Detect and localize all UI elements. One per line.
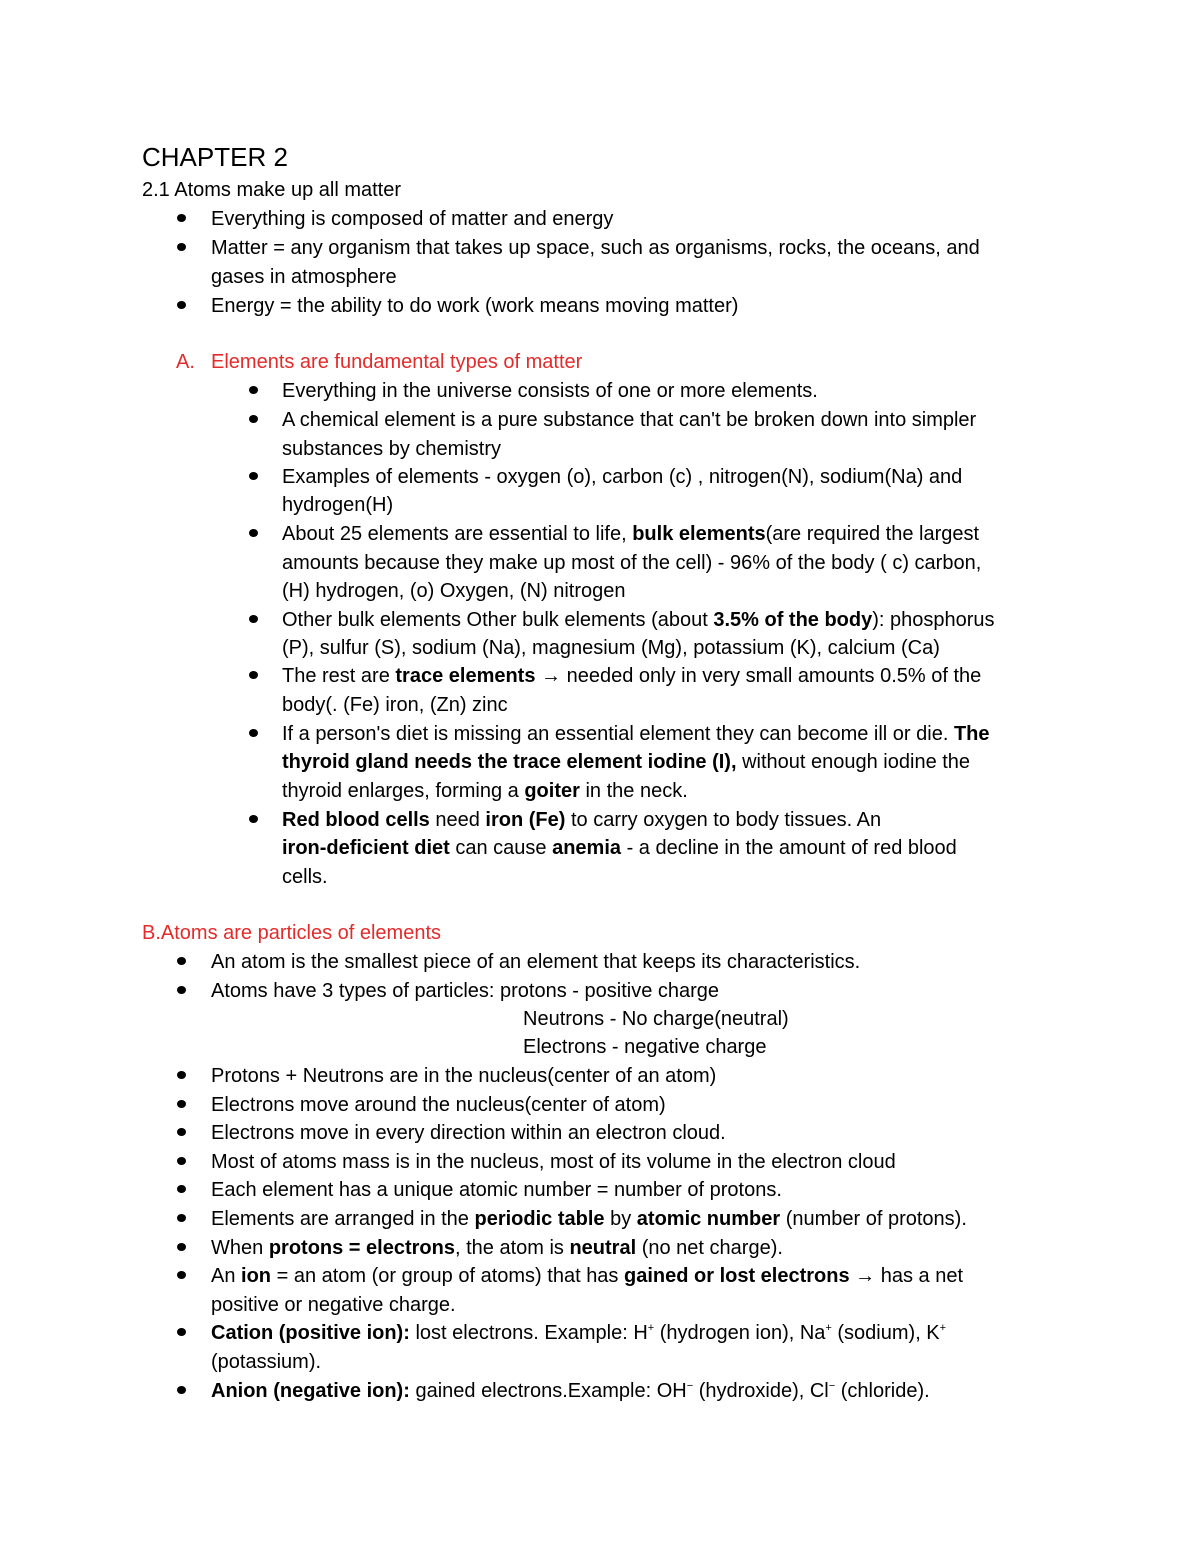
- bullet-text: Electrons move around the nucleus(center of atom): [211, 1094, 666, 1116]
- bullet-icon: [177, 1214, 186, 1222]
- bullet-text-continued: body(. (Fe) iron, (Zn) zinc: [282, 694, 508, 716]
- bullet-icon: [249, 529, 258, 537]
- bullet-icon: [249, 472, 258, 480]
- bold-term: neutral: [569, 1237, 637, 1259]
- bullet-text-continued: amounts because they make up most of the cell) - 96% of the body ( c) carbon,: [282, 552, 982, 574]
- bold-term: gained or lost electrons: [624, 1265, 850, 1287]
- bullet-text-continued: thyroid enlarges, forming a goiter in the neck.: [282, 780, 688, 802]
- bullet-text: A chemical element is a pure substance that can't be broken down into simpler: [282, 409, 977, 431]
- bullet-text-continued: thyroid gland needs the trace element iodine (I), without enough iodine the: [282, 751, 971, 773]
- bullet-text: Atoms have 3 types of particles: protons - positive charge: [211, 980, 720, 1002]
- bullet-icon: [177, 1157, 186, 1165]
- bold-term: The: [953, 723, 990, 745]
- superscript-minus: −: [828, 1380, 836, 1392]
- bold-term: 3.5% of the body: [713, 609, 873, 631]
- bullet-icon: [177, 243, 186, 251]
- particle-line: Electrons - negative charge: [523, 1036, 767, 1058]
- bullet-text: The rest are trace elements → needed only in very small amounts 0.5% of the: [282, 665, 982, 687]
- section-a-marker: A.: [176, 351, 195, 373]
- bullet-icon: [177, 986, 186, 994]
- bullet-text: Other bulk elements Other bulk elements (about 3.5% of the body): phosphorus: [282, 609, 995, 631]
- bullet-text: Each element has a unique atomic number = number of protons.: [211, 1179, 782, 1201]
- bold-term: bulk elements: [632, 523, 766, 545]
- bold-term: trace elements: [395, 665, 536, 687]
- bullet-text-continued: (P), sulfur (S), sodium (Na), magnesium (Mg), potassium (K), calcium (Ca): [282, 637, 940, 659]
- bold-term: ion: [241, 1265, 272, 1287]
- bullet-text: Protons + Neutrons are in the nucleus(center of an atom): [211, 1065, 717, 1087]
- bullet-text: About 25 elements are essential to life, bulk elements(are required the largest: [282, 523, 980, 545]
- chapter-title: CHAPTER 2: [142, 142, 288, 172]
- bullet-text-continued: iron-deficient diet can cause anemia - a decline in the amount of red blood: [282, 837, 957, 859]
- bullet-icon: [177, 301, 186, 309]
- bullet-text-continued: substances by chemistry: [282, 438, 501, 460]
- bullet-icon: [177, 1386, 186, 1394]
- bullet-text: If a person's diet is missing an essential element they can become ill or die. The: [282, 723, 990, 745]
- bold-term: anemia: [552, 837, 622, 859]
- bullet-text: Electrons move in every direction within an electron cloud.: [211, 1122, 726, 1144]
- bold-term: Cation (positive ion):: [211, 1322, 410, 1344]
- bullet-icon: [249, 671, 258, 679]
- bullet-text-continued: hydrogen(H): [282, 494, 394, 516]
- bold-term: periodic table: [474, 1208, 605, 1230]
- bold-term: Red blood cells: [282, 809, 430, 831]
- bullet-text-continued: (H) hydrogen, (o) Oxygen, (N) nitrogen: [282, 580, 626, 602]
- particle-line: Neutrons - No charge(neutral): [523, 1008, 789, 1030]
- bullet-text: Energy = the ability to do work (work means moving matter): [211, 295, 739, 317]
- bullet-text: Cation (positive ion): lost electrons. Example: H+ (hydrogen ion), Na+ (sodium), K+: [211, 1322, 947, 1344]
- bold-term: atomic number: [636, 1208, 781, 1230]
- bullet-icon: [249, 386, 258, 394]
- bullet-text-continued: positive or negative charge.: [211, 1294, 456, 1316]
- section-heading-2-1: 2.1 Atoms make up all matter: [142, 179, 402, 201]
- bullet-text: When protons = electrons, the atom is neutral (no net charge).: [211, 1237, 783, 1259]
- bullet-icon: [249, 615, 258, 623]
- bullet-text: Everything in the universe consists of one or more elements.: [282, 380, 818, 402]
- bullet-icon: [249, 815, 258, 823]
- bold-term: protons = electrons: [268, 1237, 455, 1259]
- superscript-minus: −: [686, 1380, 694, 1392]
- bullet-icon: [177, 1071, 186, 1079]
- bullet-text: Elements are arranged in the periodic table by atomic number (number of protons).: [211, 1208, 967, 1230]
- bold-term: goiter: [524, 780, 580, 802]
- bold-term: iron-deficient diet: [282, 837, 450, 859]
- bullet-text: Most of atoms mass is in the nucleus, most of its volume in the electron cloud: [211, 1151, 896, 1173]
- bullet-icon: [177, 1185, 186, 1193]
- bullet-icon: [249, 729, 258, 737]
- bullet-text: Everything is composed of matter and energy: [211, 208, 614, 230]
- bullet-icon: [177, 214, 186, 222]
- bullet-text-continued: gases in atmosphere: [211, 266, 397, 288]
- bullet-icon: [177, 957, 186, 965]
- bullet-icon: [177, 1100, 186, 1108]
- bullet-text: Red blood cells need iron (Fe) to carry oxygen to body tissues. An: [282, 809, 882, 831]
- superscript-plus: +: [825, 1322, 832, 1334]
- bullet-icon: [177, 1271, 186, 1279]
- bullet-text: An atom is the smallest piece of an element that keeps its characteristics.: [211, 951, 861, 973]
- superscript-plus: +: [647, 1322, 655, 1334]
- superscript-plus: +: [939, 1322, 947, 1334]
- bullet-text-continued: cells.: [282, 866, 328, 888]
- bullet-text: Matter = any organism that takes up space, such as organisms, rocks, the oceans, and: [211, 237, 980, 259]
- bold-term: iron (Fe): [485, 809, 566, 831]
- bullet-text: An ion = an atom (or group of atoms) that has gained or lost electrons → has a net: [211, 1265, 964, 1287]
- bullet-icon: [177, 1128, 186, 1136]
- bold-term: Anion (negative ion):: [211, 1380, 410, 1402]
- bullet-text-continued: (potassium).: [211, 1351, 322, 1373]
- bullet-icon: [249, 415, 258, 423]
- bullet-icon: [177, 1328, 186, 1336]
- bullet-icon: [177, 1243, 186, 1251]
- bullet-text: Examples of elements - oxygen (o), carbon (c) , nitrogen(N), sodium(Na) and: [282, 466, 963, 488]
- section-a-heading: Elements are fundamental types of matter: [211, 351, 583, 373]
- section-b-heading: B.Atoms are particles of elements: [142, 922, 442, 944]
- bullet-text: Anion (negative ion): gained electrons.Example: OH− (hydroxide), Cl− (chloride).: [211, 1380, 930, 1402]
- bold-term: thyroid gland needs the trace element iodine (I),: [282, 751, 737, 773]
